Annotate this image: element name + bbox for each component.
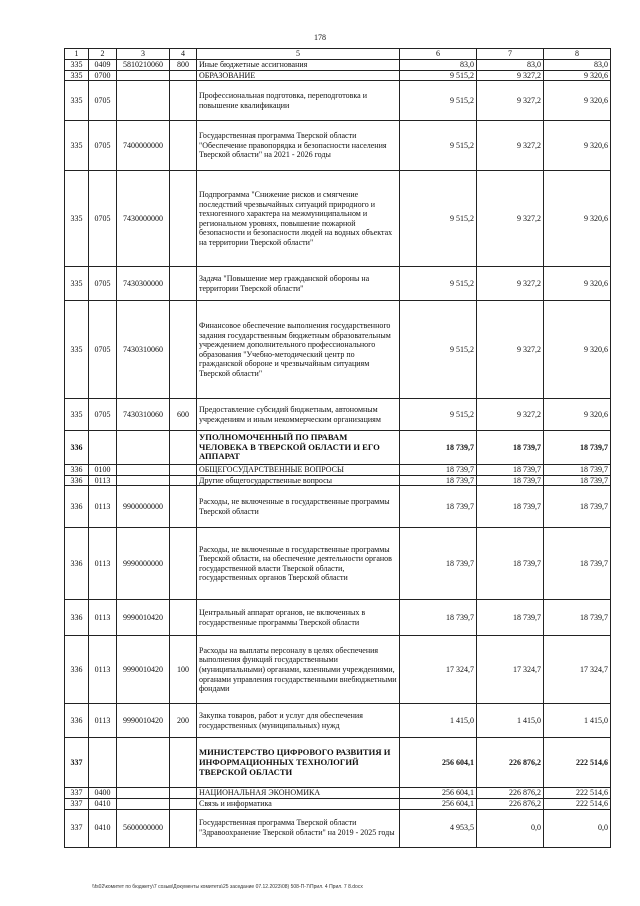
- cell-expense-type: [170, 171, 197, 267]
- cell-amount-2024: 9 515,2: [400, 301, 477, 399]
- column-header: 2: [89, 49, 117, 60]
- cell-amount-2026: 9 320,6: [544, 267, 611, 301]
- file-path-footer: \\fs02\комитет по бюджету\7 созыв\Документы комитета\25 заседание 07.12.2023\08) 508-П-7\Прил. 4 Прил. 7 8.docx: [92, 884, 363, 890]
- cell-amount-2026: 9 320,6: [544, 399, 611, 431]
- cell-section-code: 0705: [89, 81, 117, 121]
- cell-target-code: 5600000000: [117, 809, 170, 847]
- cell-admin-code: 337: [65, 809, 89, 847]
- cell-target-code: [117, 738, 170, 788]
- cell-target-code: 5810210060: [117, 60, 170, 71]
- cell-amount-2024: 18 739,7: [400, 475, 477, 486]
- cell-amount-2025: 226 876,2: [477, 738, 544, 788]
- cell-description: Расходы, не включенные в государственные программы Тверской области: [197, 486, 400, 528]
- table-row: [65, 738, 611, 788]
- table-row: [65, 301, 611, 399]
- cell-amount-2024: 256 604,1: [400, 788, 477, 799]
- cell-admin-code: 337: [65, 798, 89, 809]
- cell-section-code: 0113: [89, 636, 117, 704]
- cell-description: НАЦИОНАЛЬНАЯ ЭКОНОМИКА: [197, 788, 400, 799]
- cell-amount-2026: 18 739,7: [544, 475, 611, 486]
- cell-target-code: [117, 465, 170, 476]
- cell-section-code: 0409: [89, 60, 117, 71]
- table-row: [65, 475, 611, 486]
- column-header: 8: [544, 49, 611, 60]
- cell-target-code: [117, 431, 170, 465]
- column-header: 1: [65, 49, 89, 60]
- table-row: [65, 788, 611, 799]
- cell-target-code: 9900000000: [117, 486, 170, 528]
- cell-section-code: 0113: [89, 600, 117, 636]
- cell-description: Другие общегосударственные вопросы: [197, 475, 400, 486]
- cell-section-code: 0410: [89, 809, 117, 847]
- cell-expense-type: 100: [170, 636, 197, 704]
- cell-expense-type: [170, 267, 197, 301]
- cell-amount-2025: 18 739,7: [477, 486, 544, 528]
- cell-section-code: 0705: [89, 121, 117, 171]
- table-row: [65, 121, 611, 171]
- cell-amount-2024: 256 604,1: [400, 738, 477, 788]
- table-row: [65, 81, 611, 121]
- cell-amount-2024: 9 515,2: [400, 267, 477, 301]
- cell-amount-2026: 9 320,6: [544, 171, 611, 267]
- cell-amount-2025: 9 327,2: [477, 267, 544, 301]
- cell-target-code: [117, 798, 170, 809]
- cell-section-code: 0113: [89, 486, 117, 528]
- cell-amount-2026: 18 739,7: [544, 600, 611, 636]
- cell-amount-2024: 18 739,7: [400, 600, 477, 636]
- cell-description: Профессиональная подготовка, переподготовка и повышение квалификации: [197, 81, 400, 121]
- cell-amount-2025: 226 876,2: [477, 798, 544, 809]
- cell-description: МИНИСТЕРСТВО ЦИФРОВОГО РАЗВИТИЯ И ИНФОРМАЦИОННЫХ ТЕХНОЛОГИЙ ТВЕРСКОЙ ОБЛАСТИ: [197, 738, 400, 788]
- cell-admin-code: 335: [65, 70, 89, 81]
- cell-target-code: 9990000000: [117, 528, 170, 600]
- column-header: 4: [170, 49, 197, 60]
- cell-admin-code: 335: [65, 171, 89, 267]
- cell-expense-type: [170, 70, 197, 81]
- cell-admin-code: 336: [65, 600, 89, 636]
- cell-amount-2026: 18 739,7: [544, 486, 611, 528]
- cell-amount-2025: 18 739,7: [477, 528, 544, 600]
- table-row: [65, 399, 611, 431]
- cell-target-code: 7430310060: [117, 399, 170, 431]
- cell-amount-2024: 9 515,2: [400, 399, 477, 431]
- table-row: [65, 809, 611, 847]
- cell-expense-type: [170, 121, 197, 171]
- cell-description: УПОЛНОМОЧЕННЫЙ ПО ПРАВАМ ЧЕЛОВЕКА В ТВЕРСКОЙ ОБЛАСТИ И ЕГО АППАРАТ: [197, 431, 400, 465]
- cell-amount-2024: 9 515,2: [400, 121, 477, 171]
- cell-admin-code: 336: [65, 528, 89, 600]
- cell-amount-2024: 4 953,5: [400, 809, 477, 847]
- cell-amount-2025: 18 739,7: [477, 475, 544, 486]
- cell-section-code: 0705: [89, 399, 117, 431]
- table-header-row: [65, 49, 611, 60]
- cell-amount-2025: 17 324,7: [477, 636, 544, 704]
- cell-description: Расходы, не включенные в государственные программы Тверской области, на обеспечение деятельности органов государственной власти Тверской области, государственных органов Тверской области: [197, 528, 400, 600]
- cell-target-code: [117, 788, 170, 799]
- cell-amount-2024: 18 739,7: [400, 465, 477, 476]
- column-header: 7: [477, 49, 544, 60]
- cell-amount-2026: 9 320,6: [544, 81, 611, 121]
- cell-description: ОБРАЗОВАНИЕ: [197, 70, 400, 81]
- cell-amount-2025: 9 327,2: [477, 121, 544, 171]
- cell-amount-2026: 0,0: [544, 809, 611, 847]
- cell-expense-type: [170, 486, 197, 528]
- cell-admin-code: 335: [65, 301, 89, 399]
- cell-amount-2025: 226 876,2: [477, 788, 544, 799]
- cell-amount-2026: 9 320,6: [544, 121, 611, 171]
- cell-expense-type: 600: [170, 399, 197, 431]
- cell-section-code: 0410: [89, 798, 117, 809]
- cell-target-code: [117, 81, 170, 121]
- cell-amount-2025: 0,0: [477, 809, 544, 847]
- cell-amount-2025: 9 327,2: [477, 70, 544, 81]
- cell-admin-code: 335: [65, 399, 89, 431]
- cell-section-code: 0113: [89, 528, 117, 600]
- cell-admin-code: 336: [65, 636, 89, 704]
- cell-amount-2025: 9 327,2: [477, 399, 544, 431]
- cell-amount-2026: 222 514,6: [544, 788, 611, 799]
- cell-amount-2024: 9 515,2: [400, 171, 477, 267]
- cell-description: Задача "Повышение мер гражданской обороны на территории Тверской области": [197, 267, 400, 301]
- cell-target-code: 7400000000: [117, 121, 170, 171]
- table-row: [65, 636, 611, 704]
- cell-target-code: 9990010420: [117, 704, 170, 738]
- cell-expense-type: [170, 600, 197, 636]
- cell-amount-2025: 18 739,7: [477, 431, 544, 465]
- cell-description: ОБЩЕГОСУДАРСТВЕННЫЕ ВОПРОСЫ: [197, 465, 400, 476]
- cell-description: Расходы на выплаты персоналу в целях обеспечения выполнения функций государственными (муниципальными) органами, казенными учреждениями, органами управления государственными внебюджетными фондами: [197, 636, 400, 704]
- table-row: [65, 600, 611, 636]
- cell-admin-code: 336: [65, 431, 89, 465]
- cell-section-code: 0705: [89, 301, 117, 399]
- cell-section-code: 0400: [89, 788, 117, 799]
- cell-section-code: [89, 431, 117, 465]
- cell-amount-2024: 18 739,7: [400, 528, 477, 600]
- cell-expense-type: [170, 431, 197, 465]
- cell-admin-code: 335: [65, 81, 89, 121]
- cell-amount-2024: 18 739,7: [400, 486, 477, 528]
- cell-amount-2026: 1 415,0: [544, 704, 611, 738]
- table-row: [65, 431, 611, 465]
- cell-expense-type: [170, 738, 197, 788]
- cell-target-code: 7430300000: [117, 267, 170, 301]
- cell-admin-code: 337: [65, 788, 89, 799]
- cell-admin-code: 336: [65, 465, 89, 476]
- cell-admin-code: 335: [65, 267, 89, 301]
- cell-amount-2026: 17 324,7: [544, 636, 611, 704]
- cell-description: Связь и информатика: [197, 798, 400, 809]
- cell-description: Иные бюджетные ассигнования: [197, 60, 400, 71]
- cell-section-code: 0113: [89, 475, 117, 486]
- cell-amount-2026: 18 739,7: [544, 431, 611, 465]
- cell-section-code: 0113: [89, 704, 117, 738]
- cell-expense-type: [170, 788, 197, 799]
- cell-target-code: 7430000000: [117, 171, 170, 267]
- cell-expense-type: [170, 81, 197, 121]
- cell-description: Государственная программа Тверской области "Здравоохранение Тверской области" на 2019 - 2025 годы: [197, 809, 400, 847]
- cell-amount-2024: 9 515,2: [400, 70, 477, 81]
- cell-amount-2025: 9 327,2: [477, 301, 544, 399]
- cell-amount-2026: 222 514,6: [544, 738, 611, 788]
- table-row: [65, 798, 611, 809]
- cell-target-code: [117, 70, 170, 81]
- cell-amount-2024: 83,0: [400, 60, 477, 71]
- table-row: [65, 465, 611, 476]
- cell-description: Подпрограмма "Снижение рисков и смягчение последствий чрезвычайных ситуаций природного и техногенного характера на межмуниципальном и региональном уровнях, повышение пожарной безопасности и безопасности людей на водных объектах на территории Тверской области": [197, 171, 400, 267]
- table-row: [65, 704, 611, 738]
- cell-description: Закупка товаров, работ и услуг для обеспечения государственных (муниципальных) нужд: [197, 704, 400, 738]
- budget-table: [64, 48, 611, 848]
- cell-amount-2026: 18 739,7: [544, 465, 611, 476]
- column-header: 5: [197, 49, 400, 60]
- cell-section-code: [89, 738, 117, 788]
- cell-amount-2024: 256 604,1: [400, 798, 477, 809]
- table-row: [65, 486, 611, 528]
- cell-amount-2024: 1 415,0: [400, 704, 477, 738]
- cell-section-code: 0705: [89, 267, 117, 301]
- cell-description: Предоставление субсидий бюджетным, автономным учреждениям и иным некоммерческим организациям: [197, 399, 400, 431]
- table-row: [65, 60, 611, 71]
- cell-expense-type: [170, 465, 197, 476]
- column-header: 3: [117, 49, 170, 60]
- cell-amount-2026: 9 320,6: [544, 301, 611, 399]
- table-row: [65, 528, 611, 600]
- cell-admin-code: 335: [65, 60, 89, 71]
- cell-amount-2025: 9 327,2: [477, 81, 544, 121]
- cell-description: Финансовое обеспечение выполнения государственного задания государственным бюджетным образовательным учреждением дополнительного профессионального образования "Учебно-методический центр по гражданской обороне и чрезвычайным ситуациям Тверской области": [197, 301, 400, 399]
- cell-amount-2025: 18 739,7: [477, 465, 544, 476]
- table-body: [65, 60, 611, 848]
- cell-amount-2026: 222 514,6: [544, 798, 611, 809]
- cell-amount-2025: 1 415,0: [477, 704, 544, 738]
- cell-expense-type: [170, 809, 197, 847]
- cell-target-code: [117, 475, 170, 486]
- cell-amount-2026: 9 320,6: [544, 70, 611, 81]
- cell-amount-2025: 9 327,2: [477, 171, 544, 267]
- cell-expense-type: 200: [170, 704, 197, 738]
- cell-target-code: 9990010420: [117, 600, 170, 636]
- cell-expense-type: 800: [170, 60, 197, 71]
- cell-expense-type: [170, 528, 197, 600]
- cell-amount-2026: 18 739,7: [544, 528, 611, 600]
- cell-expense-type: [170, 798, 197, 809]
- cell-admin-code: 336: [65, 486, 89, 528]
- cell-expense-type: [170, 475, 197, 486]
- cell-amount-2024: 9 515,2: [400, 81, 477, 121]
- page-number: 178: [314, 33, 326, 42]
- cell-amount-2024: 17 324,7: [400, 636, 477, 704]
- cell-section-code: 0100: [89, 465, 117, 476]
- cell-admin-code: 337: [65, 738, 89, 788]
- cell-target-code: 7430310060: [117, 301, 170, 399]
- cell-amount-2024: 18 739,7: [400, 431, 477, 465]
- cell-description: Государственная программа Тверской области "Обеспечение правопорядка и безопасности населения Тверской области" на 2021 - 2026 годы: [197, 121, 400, 171]
- cell-admin-code: 335: [65, 121, 89, 171]
- cell-admin-code: 336: [65, 704, 89, 738]
- table-row: [65, 267, 611, 301]
- table-row: [65, 70, 611, 81]
- cell-amount-2025: 83,0: [477, 60, 544, 71]
- cell-expense-type: [170, 301, 197, 399]
- table-row: [65, 171, 611, 267]
- cell-amount-2025: 18 739,7: [477, 600, 544, 636]
- cell-admin-code: 336: [65, 475, 89, 486]
- cell-target-code: 9990010420: [117, 636, 170, 704]
- cell-section-code: 0700: [89, 70, 117, 81]
- cell-section-code: 0705: [89, 171, 117, 267]
- column-header: 6: [400, 49, 477, 60]
- cell-description: Центральный аппарат органов, не включенных в государственные программы Тверской области: [197, 600, 400, 636]
- cell-amount-2026: 83,0: [544, 60, 611, 71]
